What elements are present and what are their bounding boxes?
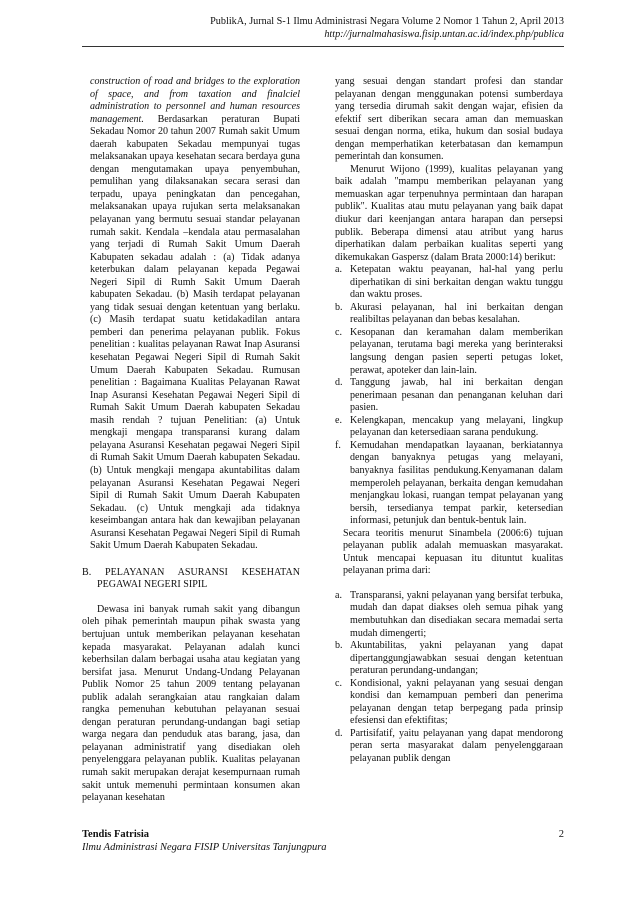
list-text: Kelengkapan, mencakup yang melayani, lingkup pelayanan dan ketersediaan sarana pendukung. [350,414,563,439]
author-name: Tendis Fatrisia [82,829,149,840]
list-text: Tanggung jawab, hal ini berkaitan dengan penerimaan pesanan dan penanganan keluhan dari pasien. [350,377,563,414]
right-column [335,76,563,766]
list-item [335,440,563,528]
list-text: Kemudahan mendapatkan layaanan, berkiatannya dengan banyaknya petugas yang melayani, banyaknya fasilitas pendukung.Kenyamanan dalam memperoleh pelayanan, berkaita dengan kemudahan menjangkau lokasi, ruangan tempat pelayanan yang bersih, tersedianya tempat parkir, ketersedian informasi, petunjuk dan bentuk-bentuk lain. [350,439,563,527]
list-text: Transparansi, yakni pelayanan yang bersifat terbuka, mudah dan dapat diakses oleh semua pihak yang membutuhkan dan disediakan secara memadai serta mudah dimengerti; [350,589,563,639]
list-marker: d. [335,377,343,389]
list-text: Kesopanan dan keramahan dalam memberikan pelayanan, terutama bagi mereka yang berinteraksi langsung dengan pasien seperti petugas loket, perawat, apoteker dan lain-lain. [350,326,563,376]
list-text: Akuntabilitas, yakni pelayanan yang dapat dipertanggungjawabkan sesuai dengan ketentuan peraturan perundang-undangan; [350,640,563,677]
list-text: Akurasi pelayanan, hal ini berkaitan dengan realibiltas pelayanan dan bebas kesalahan. [350,301,563,326]
list-marker: f. [335,439,341,451]
running-header [82,16,564,41]
list-marker: c. [335,677,342,689]
sinambela-paragraph: Secara teoritis menurut Sinambela (2006:6) tujuan pelayanan publik adalah memuaskan masyarakat. Untuk mencapai kepuasan itu dituntut kualitas pelayanan prima dari: [343,527,563,577]
list-item [335,640,563,678]
list-marker: a. [335,589,342,601]
page-number: 2 [558,829,564,840]
author-affiliation: Ilmu Administrasi Negara FISIP Universitas Tanjungpura [82,842,327,853]
intro-body-text: Berdasarkan peraturan Bupati Sekadau Nomor 20 tahun 2007 Rumah sakit Umum daerah kabupaten Sekadau mempunyai tugas melaksanakan upaya kesehatan secara berdaya guna dengan mengutamakan upaya penyembuhan, pemulihan yang dilaksanakan secara serasi dan terpadu, upaya peningkatan dan pencegahan, melaksanakan upaya rujukan serta melaksanakan pelayanan yang bermutu sesuai standar pelayanan rumah sakit. Kendala –kendala atau permasalahan yang terjadi di Rumah Sakit Umum Daerah Kabupaten sekadau adalah : (a) Tidak adanya keterbukan dalam pelayanan kepada Pegawai Negeri Sipil di Rumh Sakit Umum Daerah kabupaten Sekadau. (b) Masih terdapat pelayanan yang tidak sesuai dengan ketentuan yang berlaku. (c) Masih terdapat suatu ketidakadilan antara pemberi dan penerima pelayanan publik. Fokus penelitian : kualitas pelayanan Rawat Inap Asuransi kesehatan Pegawai Negeri Sipil di Rumah Sakit Umum Daerah Kabupaten Sekadau. Rumusan penelitian : Bagaimana Kualitas Pelayanan Rawat Inap Asuransi Kesehatan Pegawai Negeri Sipil di Rumah Sakit Umum Daerah kabupaten Sekadau masih rendah ? tujuan Penelitian: (a) Untuk mengkaji mengapa transparansi kurang dalam pelayana Asuransi Kesehatan pegawai Negeri Sipil di Rumah Sakit Umum Daerah kabupaten Sekadau. (b) Untuk mengkaji mengapa akuntabilitas dalam pelayanan Asuransi Kesehatan Pegawai Negeri Sipil di Rumah Sakit Umum Daerah Kabupaten Sekadau. (c) Untuk mengkaji ada tidaknya keseimbangan antara hak dan kewajiban pelayanan Asuransi Kesehatan Pegawai Negeri Sipil di Rumah Sakit Umum Daerah Kabupaten Sekadau. [90,113,300,552]
left-column [82,76,300,805]
intro-paragraph [82,76,300,553]
list-marker: c. [335,326,342,338]
list-item [335,377,563,415]
section-heading: B. PELAYANAN ASURANSI KESEHATAN PEGAWAI NEGERI SIPIL [82,566,300,591]
list-text: Ketepatan waktu peayanan, hal-hal yang perlu diperhatikan di sini berkaitan dengan waktu tunggu dan waktu proses. [350,264,563,301]
list-item [335,678,563,728]
list-marker: a. [335,264,342,276]
header-rule [82,46,564,47]
list-item [335,728,563,766]
list-item [335,264,563,302]
prime-service-list [335,590,563,766]
intro-italic-text: construction of road and bridges to the exploration of space, and from taxation and finalciel administration to personnel and human resources management. [90,76,300,125]
wijono-paragraph: Menurut Wijono (1999), kualitas pelayanan yang baik adalah "mampu memberikan pelayanan yang memuaskan agar terpenuhnya permintaan dan harapan publik". Kualitas atau mutu pelayanan yang baik dapat diukur dari keenjangan antara harapan dan persepsi publik. Beberapa dimensi atau atribut yang harus diperhatikan dalam perbaikan kualitas seperti yang dikemukakan Gaspersz (dalam Brata 2000:14) berikut: [335,163,563,263]
continuation-paragraph: yang sesuai dengan standart profesi dan standar pelayanan dengan menggunakan potensi sumberdaya yang tersedia dirumah sakit dengan wajar, efisien da efektif sert diberikan secara aman dan memuaskan sesuai dengan norma, etika, hukum dan sosial budaya dengan memperhatikan keterbatasan dan kemampun pemerintah dan konsumen. [335,76,563,163]
list-marker: e. [335,414,342,426]
list-text: Partisifatif, yaitu pelayanan yang dapat mendorong peran serta masyarakat dalam penyelenggaraan pelayanan publik dengan [350,727,563,764]
journal-citation: PublikA, Jurnal S-1 Ilmu Administrasi Negara Volume 2 Nomor 1 Tahun 2, April 2013 [210,16,564,27]
list-item [335,590,563,640]
list-marker: d. [335,727,343,739]
quality-dimensions-list [335,264,563,527]
list-marker: b. [335,640,343,652]
list-item [335,327,563,377]
list-item [335,415,563,440]
list-text: Kondisional, yakni pelayanan yang sesuai dengan kondisi dan kemampuan pemberi dan penerima pelayanan dengan tetap berpegang pada prinsip efesiensi dan efektifitas; [350,677,563,727]
journal-url-link[interactable]: http://jurnalmahasiswa.fisip.untan.ac.id/index.php/publica [324,28,564,40]
spacer [335,578,563,590]
section-paragraph: Dewasa ini banyak rumah sakit yang dibangun oleh pihak pemerintah maupun pihak swasta yang bertujuan untuk memberikan pelayanan kesehatan kepada masyarakat. Pelayanan adalah kunci keberhsilan dalam berbagai usaha atau kegiatan yang bersifat jasa. Menurut Undang-Undang Pelayanan Publik Nomor 25 tahun 2009 tentang pelayanan publik adalah serangkaian atau rangkaian dalam rangka pemenuhan kebutuhan pelayanan sesuai dengan peraturan perundang-undangan bagi setiap warga negara dan penduduk atas barang, jasa, dan pelayanan administratif yang disediakan oleh penyelenggara pelayanan publik. Kualitas pelayanan rumah sakit merupakan derajat kesempurnaan rumah sakit untuk memenuhi permintaan konsumen akan pelayanan kesehatan [82,603,300,804]
list-item [335,302,563,327]
list-marker: b. [335,301,343,313]
page-footer [82,828,564,854]
